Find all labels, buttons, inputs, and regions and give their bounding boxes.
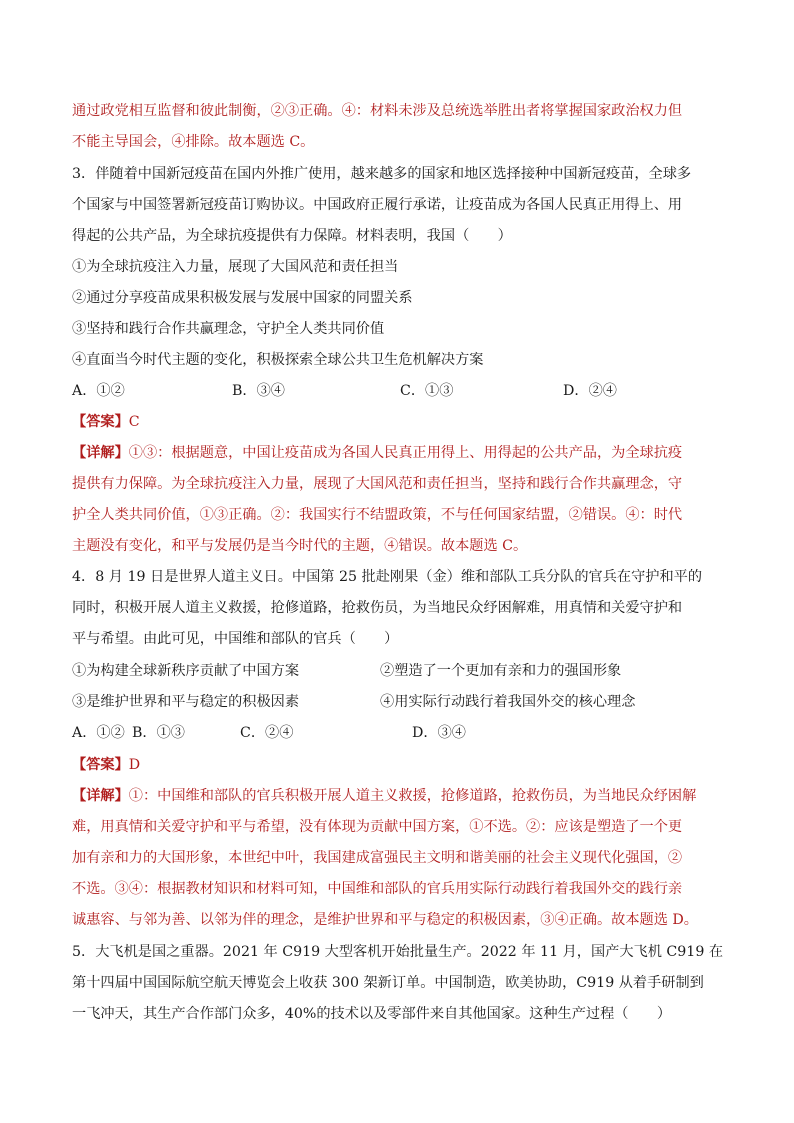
q4-option-d: D．③④ (412, 725, 466, 741)
q3-item-2: ②通过分享疫苗成果积极发展与发展中国家的同盟关系 (72, 290, 413, 306)
q4-item-1: ①为构建全球新秩序贡献了中国方案 (72, 663, 300, 679)
q4-answer (72, 755, 724, 775)
q4-detail-line-5: 诚惠容、与邻为善、以邻为伴的理念，是维护世界和平与稳定的积极因素，③④正确。故本题选 D。 (72, 912, 698, 928)
q3-item-4: ④直面当今时代主题的变化，积极探索全球公共卫生危机解决方案 (72, 352, 484, 368)
q4-answer-label: 【答案】 (72, 757, 129, 773)
q4-item-3: ③是维护世界和平与稳定的积极因素 (72, 694, 300, 710)
q3-detail-line-1 (72, 443, 724, 463)
q3-answer-label: 【答案】 (72, 414, 129, 430)
q3-answer (72, 412, 724, 432)
q4-option-a: A．①② (72, 725, 125, 741)
q4-item-4: ④用实际行动践行着我国外交的核心理念 (380, 694, 636, 710)
q4-option-c: C．②④ (240, 725, 294, 741)
q3-option-b: B．③④ (232, 383, 285, 399)
q4-stem-line-1: 4．8 月 19 日是世界人道主义日。中国第 25 批赴刚果（金）维和部队工兵分队的官兵在守护和平的 (72, 569, 703, 585)
q3-item-3: ③坚持和践行合作共赢理念，守护全人类共同价值 (72, 321, 385, 337)
q4-item-2: ②塑造了一个更加有亲和力的强国形象 (380, 663, 622, 679)
q3-option-c: C．①③ (400, 383, 454, 399)
q3-option-a: A．①② (72, 383, 125, 399)
q4-stem-line-3: 平与希望。由此可见，中国维和部队的官兵（ ） (72, 631, 399, 647)
q4-detail-line-4: 不选。③④：根据教材知识和材料可知，中国维和部队的官兵用实际行动践行着我国外交的践行亲 (72, 881, 683, 897)
q3-detail-line-3: 护全人类共同价值，①③正确。②：我国实行不结盟政策，不与任何国家结盟，②错误。④：时代 (72, 507, 683, 523)
q3-option-d: D．②④ (563, 383, 617, 399)
q4-answer-value: D (128, 757, 141, 773)
q5-stem-line-3: 一飞冲天，其生产合作部门众多，40%的技术以及零部件来自其他国家。这种生产过程（ ） (72, 1006, 672, 1022)
q2-detail-line-1: 通过政党相互监督和彼此制衡，②③正确。④：材料未涉及总统选举胜出者将掌握国家政治权力但 (72, 103, 683, 119)
q4-detail-line-3: 加有亲和力的大国形象，本世纪中叶，我国建成富强民主文明和谐美丽的社会主义现代化强国，② (72, 850, 683, 866)
q4-detail-label: 【详解】 (72, 788, 129, 804)
q4-option-b: B．①③ (132, 725, 185, 741)
q2-detail-line-2: 不能主导国会，④排除。故本题选 C。 (72, 134, 315, 150)
q4-stem-line-2: 同时，积极开展人道主义救援，抢修道路，抢救伤员，为当地民众纾困解难，用真情和关爱守护和 (72, 600, 683, 616)
q3-item-1: ①为全球抗疫注入力量，展现了大国风范和责任担当 (72, 259, 399, 275)
q3-answer-value: C (128, 414, 140, 430)
q4-detail-line-1 (72, 786, 724, 806)
q3-stem-line-3: 得起的公共产品，为全球抗疫提供有力保障。材料表明，我国（ ） (72, 228, 512, 244)
q3-detail-text-1: ①③：根据题意，中国让疫苗成为各国人民真正用得上、用得起的公共产品，为全球抗疫 (128, 445, 683, 461)
q3-detail-label: 【详解】 (72, 445, 129, 461)
q4-detail-text-1: ①：中国维和部队的官兵积极开展人道主义救援，抢修道路，抢救伤员，为当地民众纾困解 (128, 788, 697, 804)
q3-stem-line-2: 个国家与中国签署新冠疫苗订购协议。中国政府正履行承诺，让疫苗成为各国人民真正用得上、用 (72, 197, 683, 213)
q5-stem-line-2: 第十四届中国国际航空航天博览会上收获 300 架新订单。中国制造，欧美协助，C919 从着手研制到 (72, 975, 704, 991)
q3-detail-line-2: 提供有力保障。为全球抗疫注入力量，展现了大国风范和责任担当，坚持和践行合作共赢理念，守 (72, 476, 683, 492)
q4-detail-line-2: 难，用真情和关爱守护和平与希望，没有体现为贡献中国方案，①不选。②：应该是塑造了一个更 (72, 819, 683, 835)
q5-stem-line-1: 5．大飞机是国之重器。2021 年 C919 大型客机开始批量生产。2022 年 11 月，国产大飞机 C919 在 (72, 944, 724, 960)
q3-stem-line-1: 3．伴随着中国新冠疫苗在国内外推广使用，越来越多的国家和地区选择接种中国新冠疫苗，全球多 (72, 166, 692, 182)
q3-detail-line-4: 主题没有变化，和平与发展仍是当今时代的主题，④错误。故本题选 C。 (72, 538, 528, 554)
